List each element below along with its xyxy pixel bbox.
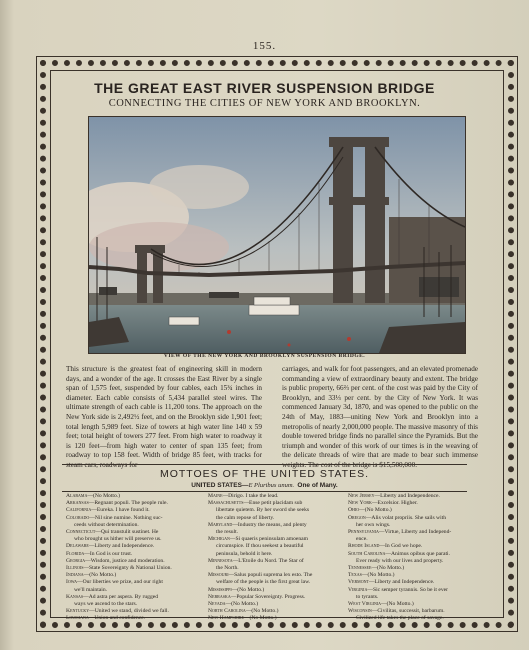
motto-entry (348, 572, 473, 579)
motto-state: Colorado (66, 514, 90, 521)
motto-entry (66, 522, 201, 529)
page-title: THE GREAT EAST RIVER SUSPENSION BRIDGE (94, 80, 435, 96)
motto-entry (66, 551, 201, 558)
motto-state: Georgia (66, 557, 86, 564)
motto-entry (348, 587, 473, 594)
motto-state: Massachusetts (208, 500, 244, 507)
motto-state: Nevada (208, 601, 226, 608)
motto-state: West Virginia (348, 601, 382, 608)
motto-text: —(No Motto.) (83, 572, 117, 579)
motto-state: New York (348, 500, 372, 507)
motto-text: —In God is our trust. (84, 550, 133, 557)
motto-text: —Union and confidence. (88, 615, 146, 622)
motto-text: —Animus opibus que parati. (385, 550, 450, 557)
motto-state: South Carolina (348, 550, 386, 557)
page-subtitle: CONNECTING THE CITIES OF NEW YORK AND BROOKLYN. (108, 98, 421, 109)
motto-text: —State Sovereignty & National Union. (83, 565, 172, 572)
motto-text: to tyrants. (356, 593, 379, 600)
motto-text: —Industry the means, and plenty (232, 521, 307, 528)
motto-state: Texas (348, 572, 362, 579)
motto-text: Civilized life takes the place of savage. (356, 615, 444, 622)
motto-state: Virginia (348, 586, 368, 593)
motto-entry (208, 522, 348, 529)
motto-state: Indiana (66, 572, 84, 579)
motto-text: —(No Motto.) (243, 615, 277, 622)
motto-state: Pennsylvania (348, 529, 379, 536)
page-number: 155. (252, 40, 277, 52)
motto-text: the North. (216, 565, 239, 572)
motto-entry (208, 500, 348, 507)
motto-text: —Excelsior. Higher. (371, 500, 418, 507)
us-translation: One of Many. (297, 482, 338, 489)
motto-entry (208, 507, 348, 514)
motto-entry (348, 529, 473, 536)
mottoes-column-1 (66, 493, 201, 623)
motto-text: —Popular Sovereignty. Progress. (230, 593, 306, 600)
motto-text: we'll maintain. (74, 586, 108, 593)
motto-entry (348, 515, 473, 522)
motto-text: —Qui transtulit sustinet. He (95, 529, 159, 536)
motto-text: —Sic semper tyrannis. So be it ever (367, 586, 449, 593)
motto-state: Maryland (208, 521, 233, 528)
motto-text: Ever ready with our lives and property. (356, 557, 444, 564)
motto-text: —In God we hope. (379, 543, 423, 550)
motto-state: Connecticut (66, 529, 96, 536)
motto-state: New Jersey (348, 493, 375, 499)
motto-text: —United we stand, divided we fall. (89, 608, 169, 615)
motto-entry (208, 587, 348, 594)
motto-text: —Nil sine numine. Nothing suc- (89, 514, 163, 521)
motto-text: —Liberty and Independence. (368, 579, 435, 586)
motto-entry (348, 543, 473, 550)
motto-entry (348, 558, 473, 565)
motto-text: —Ad astra per aspera. By rugged (83, 593, 159, 600)
motto-state: Vermont (348, 579, 369, 586)
motto-state: Louisiana (66, 615, 89, 622)
motto-entry (66, 543, 201, 550)
motto-text: who brought us hither will preserve us. (74, 536, 162, 543)
motto-text: —Salus populi suprema lex esto. The (228, 572, 313, 579)
motto-state: Illinois (66, 565, 84, 572)
motto-text: —Alis volat propriis. She sails with (365, 514, 447, 521)
motto-text: —(No Motto.) (359, 507, 392, 514)
motto-text: —Regnant populi. The people rule. (88, 500, 168, 507)
motto-entry (66, 579, 201, 586)
motto-state: Missouri (208, 572, 229, 579)
motto-entry (208, 551, 348, 558)
motto-text: —(No Motto.) (87, 493, 121, 499)
motto-entry (208, 565, 348, 572)
motto-text: ways we ascend to the stars. (74, 601, 138, 608)
motto-entry (66, 558, 201, 565)
motto-entry (208, 579, 348, 586)
motto-entry (348, 536, 473, 543)
motto-text: —Si quaeris peninsulam amoenam (229, 536, 309, 543)
motto-text: —(No Motto.) (225, 601, 259, 608)
mottoes-heading: MOTTOES OF THE UNITED STATES. (159, 468, 370, 480)
section-rule-bottom (62, 491, 467, 492)
motto-entry (208, 594, 348, 601)
us-label: UNITED STATES— (191, 482, 249, 489)
motto-text: —Ense petit placidam sub (243, 500, 303, 507)
motto-text: her own wings. (356, 521, 391, 528)
illustration-caption: VIEW OF THE NEW YORK AND BROOKLYN SUSPENSION BRIDGE. (163, 353, 366, 359)
motto-state: Ohio (348, 507, 360, 514)
motto-entry (348, 522, 473, 529)
motto-text: —(No Motto.) (361, 572, 395, 579)
motto-entry (66, 529, 201, 536)
motto-state: Florida (66, 550, 85, 557)
motto-state: Wisconsin (348, 608, 372, 615)
motto-state: Rhode Island (348, 543, 380, 550)
motto-entry (348, 579, 473, 586)
motto-entry (208, 515, 348, 522)
motto-entry (348, 493, 473, 500)
motto-state: Nebraska (208, 593, 231, 600)
article-column-right: carriages, and walk for foot passengers, and an elevated promenade commanding a view of extraordinary beauty and extent. The bridge is public property, 66⅔ per cent. of the cost was paid by the City of Brooklyn, and 33⅓ per cent. by the City of New York. It was commenced January 3d, 1870, and was opened to the public on the 24th of May, 1883—uniting New York and Brooklyn into a metropolis of nearly 2,000,000 people. The massive masonry of this double towered bridge finds no parallel since the Pyramids. But the triumph and wonder of this work of our times is in the weaving of the delicate threads of wire that are made to bear such immense (282, 365, 478, 460)
motto-text: —Eureka. I have found it. (91, 507, 150, 514)
motto-text: —(No Motto.) (371, 565, 405, 572)
motto-entry (208, 493, 348, 500)
us-motto: E Pluribus unum. (248, 482, 295, 489)
section-rule-top (62, 464, 467, 465)
motto-text: —L'Etoile du Nord. The Star of (232, 557, 304, 564)
motto-text: libertate quietem. By her sword she seeks (216, 507, 310, 514)
motto-state: Kentucky (66, 608, 90, 615)
motto-state: Alabama (66, 493, 88, 499)
motto-state: New Hampshire (208, 615, 244, 622)
motto-text: the result. (216, 529, 239, 536)
motto-state: Tennessee (348, 565, 372, 572)
motto-state: California (66, 507, 92, 514)
motto-entry (348, 551, 473, 558)
motto-state: Oregon (348, 514, 366, 521)
mottoes-column-2 (208, 493, 348, 623)
motto-state: Mississippi (208, 586, 232, 593)
motto-text: the calm repose of liberty. (216, 514, 275, 521)
motto-entry (66, 515, 201, 522)
motto-entry (66, 615, 201, 622)
motto-text: circumspice. If thou seekest a beautiful (216, 543, 304, 550)
motto-state: Iowa (66, 579, 77, 586)
motto-state: Maine (208, 493, 223, 499)
bridge-engraving (89, 117, 465, 353)
motto-entry (208, 529, 348, 536)
motto-entry (208, 558, 348, 565)
motto-entry (66, 594, 201, 601)
mottoes-column-3 (348, 493, 473, 623)
motto-entry (66, 493, 201, 500)
motto-text: —(No Motto.) (231, 586, 265, 593)
motto-text: —Wisdom, justice and moderation. (85, 557, 165, 564)
motto-state: Arkansas (66, 500, 89, 507)
motto-entry (348, 615, 473, 622)
motto-entry (348, 601, 473, 608)
motto-state: Michigan (208, 536, 230, 543)
motto-entry (208, 543, 348, 550)
motto-text: peninsula, behold it here. (216, 550, 273, 557)
motto-text: —Liberty and Independence. (88, 543, 155, 550)
motto-entry (66, 536, 201, 543)
motto-entry (348, 507, 473, 514)
motto-entry (66, 572, 201, 579)
article-column-left: This structure is the greatest feat of engineering skill in modern days, and a wonder of the age. It crosses the East River by a single span of 1,575 feet, suspended by four cables, each 15¾ inches in diameter. Each cable consists of 5,434 parallel steel wires. The ultimate strength of each cable is 11,200 tons. The approach on the New York side is 2,492½ feet, and on the Brooklyn side 1,901 feet; total length 5,989 feet. Size of towers at high water line 140 x 59 feet; total height of towers 277 feet. From high water to roadway it is 120 feet—from high water to center of span 135 feet; from roadway to top 158 feet. Width of bridge 85 feet, with tracks for (66, 365, 262, 460)
motto-state: Minnesota (208, 557, 233, 564)
motto-text: —Civilitas, successit, barbarum. (371, 608, 445, 615)
bridge-illustration (88, 116, 466, 354)
motto-text: —Dirigo. I take the lead. (222, 493, 279, 499)
motto-entry (66, 507, 201, 514)
motto-state: Delaware (66, 543, 89, 550)
motto-state: North Carolina (208, 608, 246, 615)
motto-text: ceeds without determination. (74, 521, 139, 528)
motto-state: Kansas (66, 593, 84, 600)
motto-text: —(No Motto.) (245, 608, 279, 615)
motto-text: —Virtue, Liberty and Independ- (378, 529, 452, 536)
motto-text: —Our liberties we prize, and our right (76, 579, 163, 586)
motto-entry (66, 587, 201, 594)
motto-text: ence. (356, 536, 368, 543)
motto-text: —Liberty and Independence. (374, 493, 440, 499)
motto-text: —(No Motto.) (381, 601, 414, 608)
motto-entry (348, 594, 473, 601)
motto-entry (208, 615, 348, 622)
united-states-motto (0, 482, 529, 489)
motto-text: welfare of the people is the first great law. (216, 579, 311, 586)
